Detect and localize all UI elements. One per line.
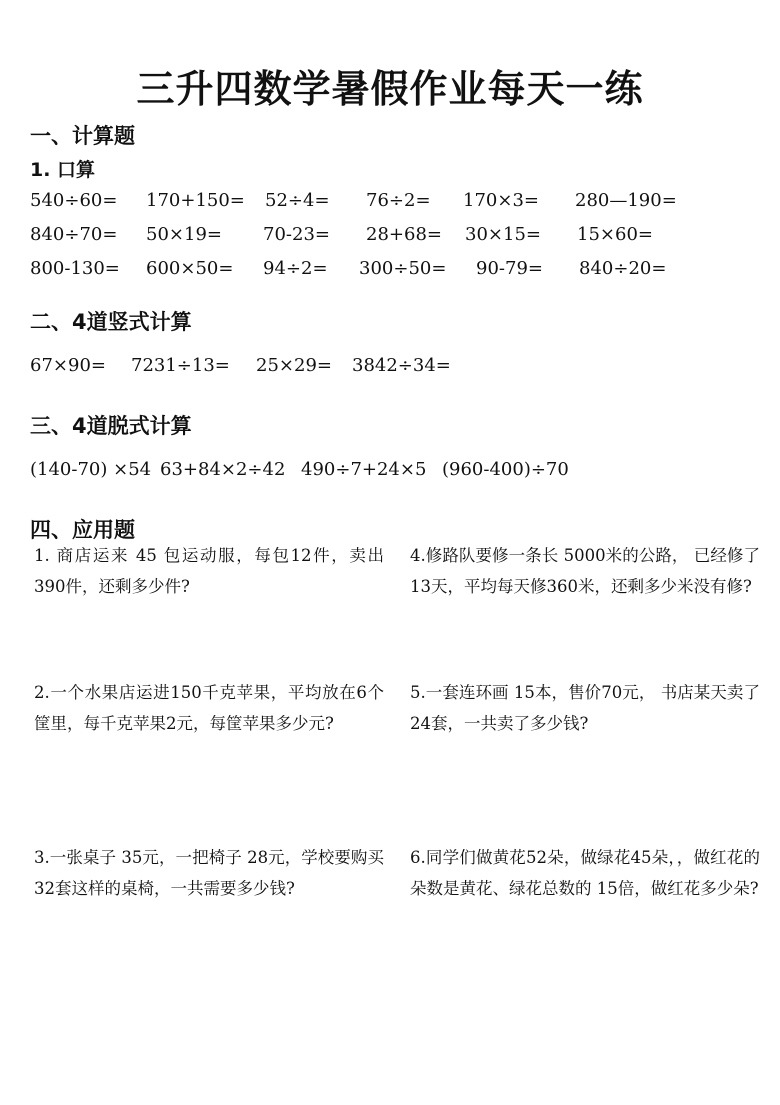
- page-title: 三升四数学暑假作业每天一练: [136, 67, 644, 111]
- vertical-calc-item: 7231÷13=: [131, 355, 230, 376]
- word-problem-6: 6.同学们做黄花52朵，做绿花45朵，，做红花的朵数是黄花、绿花总数的 15倍，做红花多少朵?: [410, 848, 760, 898]
- section-1-heading: 一、计算题: [30, 124, 135, 148]
- section-4-heading: 四、应用题: [30, 518, 135, 542]
- word-problem-2: 2.一个水果店运进150千克苹果，平均放在6个筐里，每千克苹果2元，每筐苹果多少元?: [34, 683, 384, 733]
- mixed-calc-item: (960-400)÷70: [442, 459, 569, 480]
- oral-calc-item: 170×3=: [463, 190, 539, 211]
- oral-calc-item: 170+150=: [146, 190, 245, 211]
- vertical-calc-item: 67×90=: [30, 355, 106, 376]
- oral-calc-item: 540÷60=: [30, 190, 118, 211]
- word-problem-1: 1. 商店运来 45 包运动服，每包12件，卖出390件，还剩多少件?: [34, 546, 384, 596]
- section-3-heading: 三、4道脱式计算: [30, 414, 192, 438]
- section-1-subheading: 1. 口算: [30, 159, 96, 181]
- oral-calc-item: 840÷20=: [579, 258, 667, 279]
- oral-calc-item: 840÷70=: [30, 224, 118, 245]
- oral-calc-item: 600×50=: [146, 258, 234, 279]
- oral-calc-item: 94÷2=: [263, 258, 328, 279]
- section-2-heading: 二、4道竖式计算: [30, 310, 192, 334]
- mixed-calc-item: 63+84×2÷42: [160, 459, 286, 480]
- mixed-calc-item: 490÷7+24×5: [301, 459, 427, 480]
- oral-calc-item: 280—190=: [575, 190, 677, 211]
- oral-calc-item: 30×15=: [465, 224, 541, 245]
- word-problem-4: 4.修路队要修一条长 5000米的公路， 已经修了13天，平均每天修360米，还剩多少米没有修?: [410, 546, 760, 596]
- oral-calc-item: 76÷2=: [366, 190, 431, 211]
- mixed-calc-item: (140-70) ×54: [30, 459, 152, 480]
- oral-calc-item: 300÷50=: [359, 258, 447, 279]
- oral-calc-item: 52÷4=: [265, 190, 330, 211]
- oral-calc-item: 90-79=: [476, 258, 543, 279]
- vertical-calc-item: 25×29=: [256, 355, 332, 376]
- oral-calc-item: 15×60=: [577, 224, 653, 245]
- oral-calc-item: 70-23=: [263, 224, 330, 245]
- word-problem-3: 3.一张桌子 35元，一把椅子 28元，学校要购买 32套这样的桌椅，一共需要多少钱?: [34, 848, 384, 898]
- oral-calc-item: 28+68=: [366, 224, 442, 245]
- oral-calc-item: 800-130=: [30, 258, 120, 279]
- oral-calc-item: 50×19=: [146, 224, 222, 245]
- word-problem-5: 5.一套连环画 15本，售价70元， 书店某天卖了 24套，一共卖了多少钱?: [410, 683, 760, 733]
- vertical-calc-item: 3842÷34=: [352, 355, 451, 376]
